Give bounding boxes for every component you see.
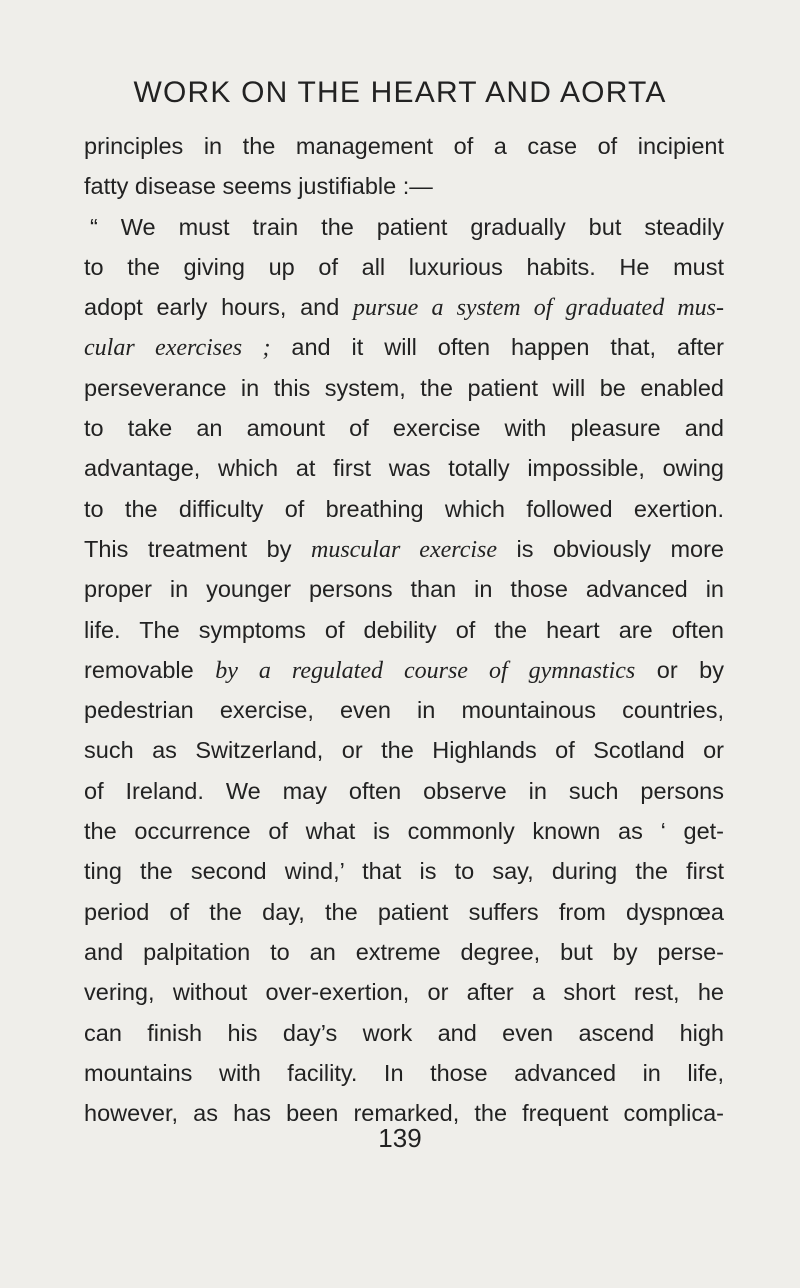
- text-line: [84, 932, 724, 972]
- text-line: [84, 1013, 724, 1053]
- text-run: removable: [84, 656, 216, 683]
- italic-text: pursue a system of graduated mus-: [352, 295, 724, 322]
- italic-text: by a regulated course of gymnastics: [215, 657, 636, 684]
- text-run: ting the second wind,’ that is to say, during the first: [84, 858, 724, 885]
- text-run: adopt early hours, and: [84, 294, 353, 321]
- text-run: proper in younger persons than in those advanced in: [84, 576, 724, 603]
- text-run: can finish his day’s work and even ascend high: [84, 1019, 724, 1046]
- text-line: [84, 650, 724, 690]
- text-line: [84, 207, 724, 247]
- text-line: [84, 126, 724, 166]
- text-line: [84, 972, 724, 1012]
- text-run: or by: [635, 656, 725, 683]
- running-head: WORK ON THE HEART AND AORTA: [133, 76, 667, 109]
- text-run: to take an amount of exercise with pleasure and: [84, 415, 724, 442]
- text-run: to the difficulty of breathing which followed exertion.: [84, 495, 724, 522]
- text-run: to the giving up of all luxurious habits. He must: [84, 253, 724, 280]
- text-line: [84, 771, 724, 811]
- text-line: [84, 166, 724, 206]
- text-run: vering, without over-exertion, or after a short rest, he: [84, 979, 724, 1006]
- text-line: [84, 327, 724, 367]
- text-line: [84, 811, 724, 851]
- text-line: [84, 610, 724, 650]
- text-line: [84, 690, 724, 730]
- text-run: of Ireland. We may often observe in such persons: [84, 777, 724, 804]
- text-line: [84, 368, 724, 408]
- body-text: [84, 126, 724, 1133]
- text-run: fatty disease seems justifiable :—: [84, 173, 433, 200]
- text-line: [84, 529, 724, 569]
- page-number: 139: [378, 1123, 422, 1153]
- text-line: [84, 287, 724, 327]
- text-run: advantage, which at first was totally impossible, owing: [84, 455, 724, 482]
- text-line: [84, 408, 724, 448]
- text-run: “ We must train the patient gradually but steadily: [90, 213, 724, 240]
- text-run: pedestrian exercise, even in mountainous countries,: [84, 697, 724, 724]
- text-line: [84, 489, 724, 529]
- text-run: life. The symptoms of debility of the heart are often: [84, 616, 724, 643]
- text-run: and it will often happen that, after: [270, 334, 724, 361]
- text-line: [84, 851, 724, 891]
- text-run: and palpitation to an extreme degree, but by perse-: [84, 938, 724, 965]
- text-run: This treatment by: [84, 535, 311, 562]
- text-line: [84, 448, 724, 488]
- text-run: the occurrence of what is commonly known as ‘ get-: [84, 818, 724, 845]
- text-run: principles in the management of a case of incipient: [84, 133, 724, 159]
- italic-text: muscular exercise: [310, 536, 498, 563]
- text-line: [84, 247, 724, 287]
- text-line: [84, 730, 724, 770]
- text-line: [84, 892, 724, 932]
- text-run: period of the day, the patient suffers from dyspnœa: [84, 898, 724, 925]
- text-run: however, as has been remarked, the frequent complica-: [84, 1100, 724, 1127]
- text-line: [84, 569, 724, 609]
- text-run: is obviously more: [497, 535, 724, 562]
- text-run: mountains with facility. In those advanced in life,: [84, 1059, 724, 1086]
- italic-text: cular exercises ;: [84, 335, 271, 362]
- text-line: [84, 1053, 724, 1093]
- text-run: such as Switzerland, or the Highlands of Scotland or: [84, 737, 724, 764]
- text-run: perseverance in this system, the patient will be enabled: [84, 374, 724, 401]
